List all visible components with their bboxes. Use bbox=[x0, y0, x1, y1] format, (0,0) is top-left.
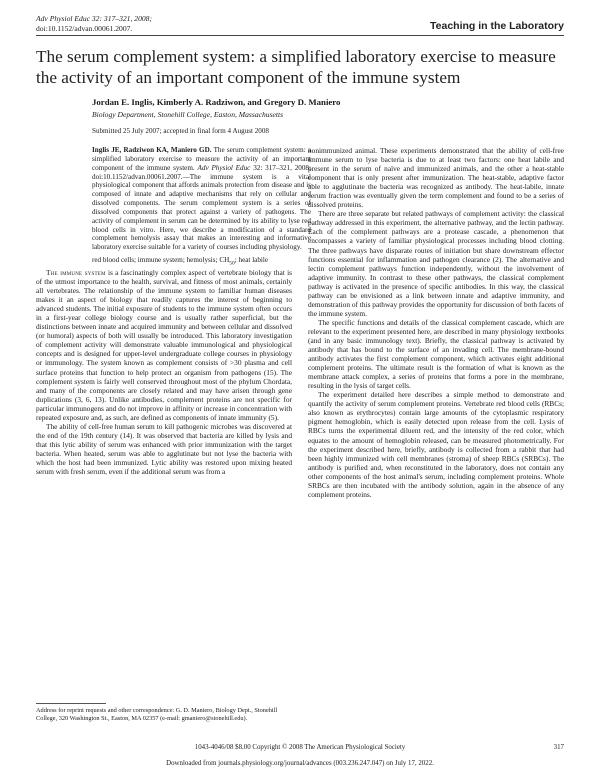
keywords-tail: ; heat labile bbox=[234, 256, 269, 264]
footnote-divider bbox=[36, 703, 106, 704]
abstract bbox=[92, 146, 311, 252]
submission-dates: Submitted 25 July 2007; accepted in final form 4 August 2008 bbox=[92, 127, 269, 135]
paragraph: The experiment detailed here describes a simple method to demonstrate and quantify the activity of serum complement proteins. Vertebrate red blood cells (RBCs; also known as erythrocytes) contain large amounts of the cytoplasmic respiratory pigment hemoglobin, which is easily detected upon release from the cell. Lysis of RBCs turns the experimental diluent red, and the intensity of the red color, which equates to the amount of hemoglobin released, can be measured photometrically. For the experiment described here, briefly, antibody is collected from a rabbit that had been highly immunized with cell membranes (stroma) of sheep RBCs (SRBCs). The antibody is purified and, when reconstituted in the laboratory, does not contain any other components of the host animal's serum, including complement proteins. Whole SRBCs are then incubated with the antibody solution, again in the absence of any complement proteins. bbox=[308, 390, 564, 499]
article-title: The serum complement system: a simplified laboratory exercise to measure the activity of an important component of the immune system bbox=[36, 47, 556, 87]
author-affiliation: Biology Department, Stonehill College, Easton, Massachusetts bbox=[92, 110, 284, 119]
paragraph: The specific functions and details of the classical complement cascade, which are relevant to the experiment presented here, are described in many physiology textbooks (and in any basic immunology text). Briefly, the classical pathway is activated by antibody that has bound to the surface of an invading cell. The membrane-bound antibody activates the first complement component, which activates eight additional complement proteins. The ultimate result is the formation of what is known as the membrane attack complex, a series of proteins that forms a pore in the membrane, resulting in the lysis of target cells. bbox=[308, 317, 564, 391]
journal-citation bbox=[36, 14, 296, 33]
body-column-left bbox=[36, 268, 292, 476]
section-label: Teaching in the Laboratory bbox=[430, 20, 564, 32]
abstract-text: 32: 317–321, 2008; doi:10.1152/advan.00061.2007.—The immune system is a vital physiological component that affords animals protection from disease and is composed of innate and adaptive mechanisms that rely on cellular and dissolved components. The serum complement system is a series of dissolved components that protect against a variety of pathogens. The activity of complement in serum can be determined by its ability to lyse red blood cells in vitro. Here, we describe a modification of a standard complement hemolysis assay that makes an interesting and informative laboratory exercise suitable for a variety of courses including physiology. bbox=[92, 163, 311, 252]
paragraph: There are three separate but related pathways of complement activity: the classical pathway addressed in this experiment, the alternative pathway, and the lectin pathway. Each of the complement pathways are a protease cascade, a phenomenon that encompasses a variety of familiar physiological processes including blood clotting. The three pathways have disparate routes of initiation but share downstream effector functions essential for inflammation and pathogen clearance (2). The alternative and lectin complement pathways function independently, without the involvement of adaptive immunity. In contrast to these other pathways, the classical complement pathway is activated in the presence of specific antibodies. In this way, the classical pathway can be envisioned as a link between innate and adaptive immunity, and demonstration of this pathway provides the opportunity for discussion of both facets of the immune system. bbox=[308, 209, 564, 318]
article-authors: Jordan E. Inglis, Kimberly A. Radziwon, and Gregory D. Maniero bbox=[92, 97, 341, 107]
abstract-cite-title: The serum complement system: a simplified laboratory exercise to measure the activity of an important component of the immune system. bbox=[92, 146, 312, 172]
keywords-main: red blood cells; immune system; hemolysis; CH bbox=[92, 256, 230, 264]
correspondence-footnote: Address for reprint requests and other correspondence: G. D. Maniero, Biology Dept., Stonehill College, 320 Washington St., Easton, MA 02357 (e-mail: gmaniero@stonehill.edu). bbox=[36, 707, 278, 722]
abstract-cite-journal: Adv Physiol Educ bbox=[197, 163, 251, 172]
keywords bbox=[92, 256, 311, 268]
paragraph: nonimmunized animal. These experiments demonstrated that the ability of cell-free immune serum to lyse bacteria is due to at least two factors: one heat labile and present in the serum of naïve and immunized animals, and the other a heat-stable component that is only present after immunization. The heat-stable, adaptive factor able to agglutinate the bacteria was recognized as antibody. The heat-labile, innate serum fraction was eventually given the term complement and found to be a series of dissolved proteins. bbox=[308, 146, 564, 210]
page-number: 317 bbox=[553, 744, 564, 751]
header-divider bbox=[36, 35, 564, 36]
download-notice: Downloaded from journals.physiology.org/journal/advances (003.236.247.047) on July 17, 2022. bbox=[166, 760, 434, 767]
body-column-right bbox=[308, 146, 564, 499]
keywords-subscript: 50 bbox=[229, 260, 235, 267]
paragraph: The ability of cell-free human serum to kill pathogenic microbes was discovered at the end of the 19th century (14). It was observed that bacteria are killed by lysis and that this lytic ability of serum was enhanced with prior immunization with the target bacteria. When heated, serum was able to agglutinate but not lyse the bacteria with which the host had been immunized. Lytic ability was restored upon mixing heated serum with fresh serum, even if the additional serum was from a bbox=[36, 421, 292, 477]
abstract-cite-authors: Inglis JE, Radziwon KA, Maniero GD. bbox=[92, 146, 212, 154]
doi-line: doi:10.1152/advan.00061.2007. bbox=[36, 23, 133, 33]
citation-line: Adv Physiol Educ 32: 317–321, 2008; bbox=[36, 14, 152, 23]
paragraph-lead-in: The immune system bbox=[46, 268, 106, 277]
paragraph bbox=[36, 268, 292, 422]
paragraph-text: is a fascinatingly complex aspect of vertebrate biology that is of the utmost importance to the health, survival, and fitness of most animals, certainly all vertebrates. The relationship of the immune system to familiar human diseases makes it an aspect of biology that readily captures the interest of beginning to advanced students. The initial exposure of students to the immune system often occurs in a first-year college biology course and is usually rather superficial, but the distinctions between innate and acquired immunity and between cellular and dissolved (or humoral) aspects of both will usually be introduced. This laboratory investigation of complement activity will demonstrate valuable immunological and physiological concepts and is designed for upper-level undergraduate college courses in physiology or immunology. The system known as complement consists of >30 plasma and cell surface proteins that function to help protect an organism from pathogens (15). The complement system is fairly well conserved throughout most of the phylum Chordata, and many of the components are closely related and may have arisen through gene duplications (3, 6, 13). Unlike antibodies, complement proteins are not specific for particular immunogens and do not improve in affinity or increase in concentration with repeated exposure and, as such, are defined as components of innate immunity (5). bbox=[36, 268, 293, 422]
copyright-line: 1043-4046/08 $8.00 Copyright © 2008 The American Physiological Society bbox=[194, 744, 406, 751]
